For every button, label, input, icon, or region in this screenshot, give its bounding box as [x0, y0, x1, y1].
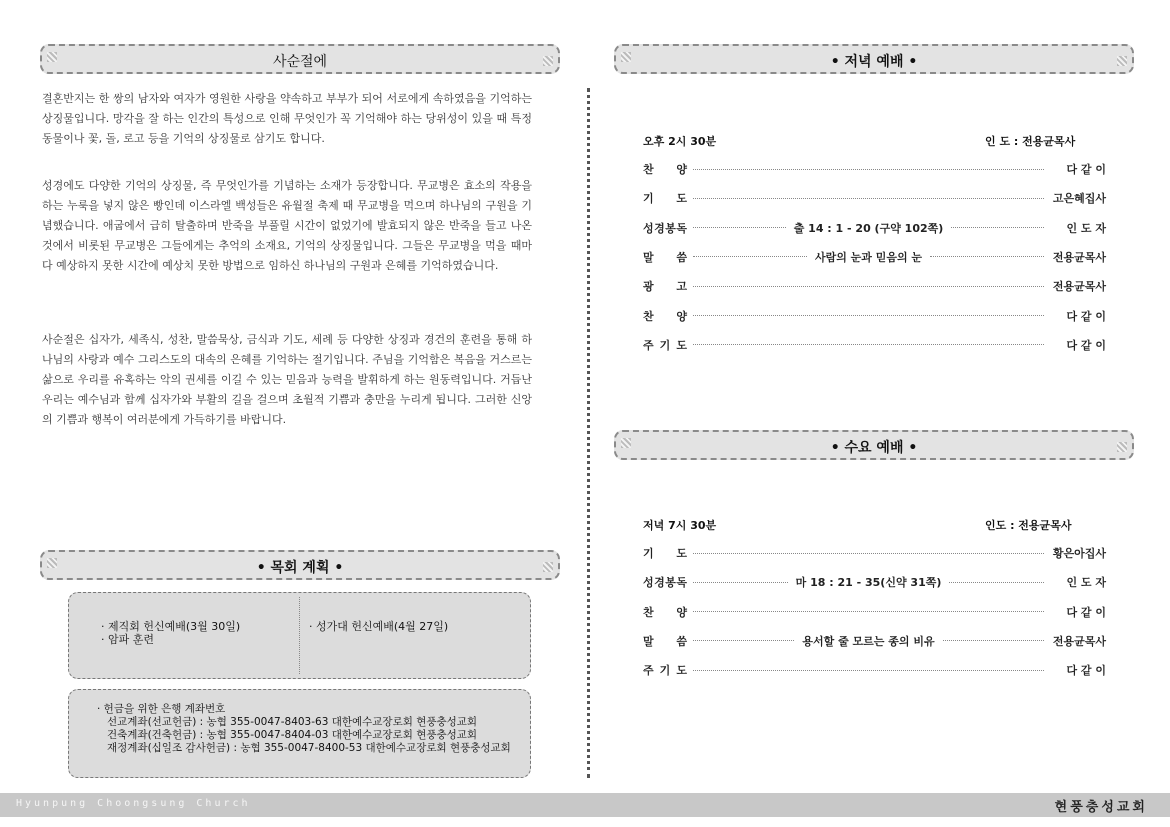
order-item-person: 다 같 이: [1066, 605, 1106, 619]
section-banner-plan: [40, 550, 560, 580]
plan-event-list-right: [309, 620, 448, 633]
order-row: [643, 336, 1106, 354]
bank-account-line: 건축계좌(건축헌금) : 농협 355-0047-8404-03 대한예수교장로회 현풍충성교회: [107, 729, 478, 741]
lent-paragraph-1: 결혼반지는 한 쌍의 남자와 여자가 영원한 사랑을 약속하고 부부가 되어 서로에게 속하였음을 기억하는 상징물입니다. 망각을 잘 하는 인간의 특성으로 인해 무엇인가 꼭 기억해야 하는 당위성이 있을 때 특정 동물이나 꽃, 돌, 로고 등을 기억의 상징물로 삼기도 합니다.: [42, 92, 532, 145]
order-item-detail: 마 18 : 21 - 35(신약 31쪽): [795, 576, 942, 590]
order-item-detail: 용서할 줄 모르는 종의 비유: [802, 634, 935, 648]
order-item-detail: 출 14 : 1 - 20 (구약 102쪽): [793, 221, 944, 235]
plan-event-item: · 성가대 헌신예배(4월 27일): [309, 620, 449, 633]
dotted-leader: [693, 582, 788, 583]
wednesday-time: 저녁 7시 30분: [643, 519, 717, 532]
order-row: [643, 603, 1106, 621]
order-row: [643, 307, 1106, 325]
order-item-detail: 사람의 눈과 믿음의 눈: [814, 250, 923, 264]
order-item-person: 다 같 이: [1066, 664, 1106, 678]
order-item-label: 찬 양: [643, 309, 687, 323]
column-divider: [587, 88, 590, 778]
dotted-leader: [693, 169, 1044, 170]
order-item-label: 찬 양: [643, 163, 687, 176]
order-item-label: 주 기 도: [643, 338, 687, 352]
order-item-label: 성 경 봉 독: [643, 576, 687, 590]
footer-bar: [0, 793, 1170, 817]
order-item-label: 말 씀: [643, 634, 687, 648]
dotted-leader: [693, 553, 1044, 554]
plan-event-item: · 암파 훈련: [101, 633, 154, 646]
evening-leader: 인 도 : 전용균목사: [985, 135, 1076, 148]
dotted-leader: [693, 286, 1044, 287]
order-item-label: 성 경 봉 독: [643, 221, 687, 235]
order-item-label: 찬 양: [643, 605, 687, 619]
section-title-plan: • 목회 계획 •: [256, 560, 344, 576]
order-item-person: 다 같 이: [1066, 309, 1106, 323]
order-row: [643, 544, 1106, 562]
bank-account-list: [97, 703, 511, 755]
footer-church-name-korean: 현풍충성교회: [1054, 800, 1148, 815]
order-item-person: 다 같 이: [1066, 338, 1106, 352]
plan-events-box: [68, 592, 531, 679]
order-row: [643, 219, 1106, 237]
lent-paragraph-3: 사순절은 십자가, 세족식, 성찬, 말씀묵상, 금식과 기도, 세례 등 다양한 상징과 경건의 훈련을 통해 하나님의 사랑과 예수 그리스도의 대속의 은혜를 기억하는 절기입니다. 주님을 기억함은 복음을 거스르는 삶으로 우리를 유혹하는 악의 권세를 이길 수 있는 믿음과 능력을 발휘하게 하는 원동력입니다. 거듭난 우리는 예수님과 함께 십자가와 부활의 길을 걸으며 초월적 기쁨과 충만을 누리게 됩니다. 그러한 신앙의 기쁨과 행복이 여러분에게 가득하기를 바랍니다.: [42, 333, 532, 426]
order-item-person: 인 도 자: [1066, 576, 1107, 590]
corner-pattern-icon: [543, 562, 553, 572]
dotted-leader: [943, 640, 1044, 641]
order-row: [643, 632, 1106, 650]
dotted-leader: [951, 227, 1044, 228]
order-item-label: 주 기 도: [643, 664, 687, 678]
order-item-label: 말 씀: [643, 250, 687, 264]
section-title-lent: 사순절에: [272, 54, 328, 70]
dotted-leader: [930, 256, 1044, 257]
order-item-person: 다 같 이: [1066, 163, 1106, 176]
section-banner-evening: [614, 44, 1134, 74]
order-row: [643, 277, 1106, 295]
order-item-label: 광 고: [643, 280, 687, 294]
dotted-leader: [693, 198, 1044, 199]
order-item-person: 전용균목사: [1052, 250, 1106, 264]
section-banner-wednesday: [614, 430, 1134, 460]
dotted-leader: [693, 315, 1044, 316]
evening-time: 오후 2시 30분: [643, 135, 717, 148]
order-item-label: 기 도: [643, 547, 687, 560]
order-item-person: 고은혜집사: [1052, 192, 1106, 206]
dotted-leader: [693, 611, 1044, 612]
dotted-leader: [693, 227, 786, 228]
box-divider: [299, 597, 300, 674]
bank-account-heading: · 헌금을 위한 은행 계좌번호: [97, 703, 226, 715]
order-item-person: 인 도 자: [1066, 221, 1106, 235]
dotted-leader: [693, 670, 1044, 671]
order-row: [643, 573, 1106, 591]
lent-paragraph-2: 성경에도 다양한 기억의 상징물, 즉 무엇인가를 기념하는 소재가 등장합니다. 무교병은 효소의 작용을 하는 누룩을 넣지 않은 빵인데 이스라엘 백성들은 유월절 축제 때 무교병을 먹으며 하나님의 구원을 기념했습니다. 애굽에서 급히 탈출하며 반죽을 부풀릴 시간이 없었기에 발효되지 않은 반죽을 들고 나온 것에서 비롯된 무교병은 그들에게는 추억의 소재요, 기억의 상징물입니다. 그들은 무교병을 먹을 때마다 예상하지 못한 시간에 예상치 못한 방법으로 임하신 하나님의 구원과 은혜를 기억하였습니다.: [42, 179, 532, 272]
bank-account-box: [68, 689, 531, 778]
dotted-leader: [693, 640, 794, 641]
wednesday-leader: 인도 : 전용균목사: [985, 519, 1072, 532]
dotted-leader: [693, 344, 1044, 345]
section-title-wednesday: • 수요 예배 •: [830, 440, 918, 456]
section-title-evening: • 저녁 예배 •: [830, 54, 918, 70]
plan-event-item: · 제직회 헌신예배(3월 30일): [101, 620, 241, 633]
dotted-leader: [949, 582, 1044, 583]
order-item-person: 전용균목사: [1052, 634, 1106, 648]
bank-account-line: 재정계좌(십일조 감사헌금) : 농협 355-0047-8400-53 대한예수교장로회 현풍충성교회: [107, 742, 511, 754]
order-item-label: 기 도: [643, 192, 687, 206]
order-row: [643, 661, 1106, 679]
order-row: [643, 189, 1106, 207]
corner-pattern-icon: [1117, 56, 1127, 66]
order-row: [643, 160, 1106, 178]
order-item-person: 전용균목사: [1052, 280, 1106, 294]
dotted-leader: [693, 256, 807, 257]
corner-pattern-icon: [1117, 442, 1127, 452]
order-row: [643, 248, 1106, 266]
bank-account-line: 선교계좌(선교헌금) : 농협 355-0047-8403-63 대한예수교장로회 현풍충성교회: [107, 716, 478, 728]
corner-pattern-icon: [543, 56, 553, 66]
plan-event-list-left: [101, 620, 240, 646]
order-item-person: 황은아집사: [1052, 547, 1106, 560]
footer-church-name-english: Hyunpung Choongsung Church: [16, 798, 251, 809]
section-banner-lent: [40, 44, 560, 74]
